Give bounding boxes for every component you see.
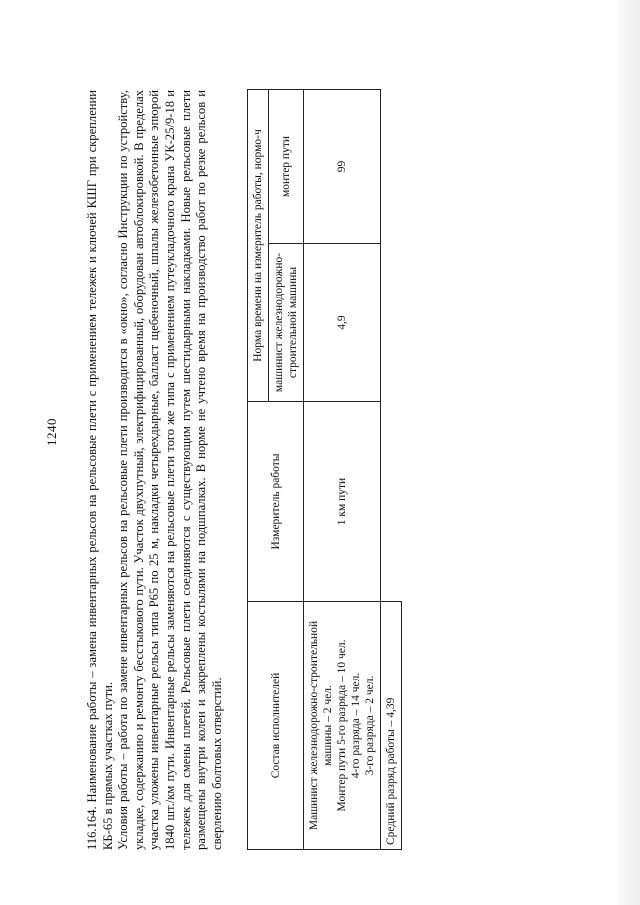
crew-line: машины – 2 чел.	[322, 685, 334, 766]
norm-table	[247, 89, 402, 850]
average-grade: Средний разряд работы – 4,39	[381, 602, 402, 850]
unit-cell: 1 км пути	[304, 402, 381, 602]
track-fitter-norm-cell: 99	[304, 90, 381, 244]
machinist-norm-cell: 4,9	[304, 244, 381, 402]
page-number: 1240	[44, 418, 59, 446]
crew-line: Монтер пути 5-го разряда – 10 чел.	[336, 639, 348, 812]
header-norm-group: Норма времени на измеритель работы, нормо-ч	[248, 90, 269, 402]
work-title: 116.164. Наименование работы – замена инвентарных рельсов на рельсовые плети с применением тележек и ключей КШГ при скреплении КБ-65 в прямых участках пути.	[85, 90, 115, 850]
blank-cell	[381, 90, 402, 602]
work-conditions: Условия работы – работа по замене инвентарных рельсов на рельсовые плети производится в «окно», согласно Инструкции по устройству, укладке, содержанию и ремонту бесстыкового пути. Участок двухпутный, электрифицированный, оборудован автоблокировкой. В пределах участка уложены инвентарные рельсы типа Р65 по 25 м, накладки четырехдырные, балласт щебеночный, шпалы железобетонные эпюрой 1840 шт./км пути. Инвентарные рельсы заменяются на рельсовые плети того же типа с применением путеукладочного крана УК-25/9-18 и тележек для смены плетей. Рельсовые плети соединяются с существующим путем шестидырными накладками. Новые рельсовые плети размещены внутри колеи и закреплены костылями на подшпалках. В норме не учтено время на производство работ по резке рельсов и сверлению болтовых отверстий.	[116, 90, 224, 850]
header-crew: Состав исполнителей	[248, 602, 304, 850]
table-row	[304, 90, 381, 850]
header-unit: Измеритель работы	[248, 402, 304, 602]
scan-edge	[618, 0, 640, 905]
crew-cell	[304, 602, 381, 850]
header-track-fitter: монтер пути	[269, 90, 304, 244]
crew-line: Машинист железнодорожно-строительной	[308, 620, 320, 831]
rotated-sheet	[85, 90, 397, 850]
table-header-row	[248, 90, 269, 850]
crew-line: 4-го разряда – 14 чел.	[350, 672, 362, 779]
header-machinist: машинист железнодорожно-строительной машины	[269, 244, 304, 402]
average-grade-row	[381, 90, 402, 850]
crew-line: 3-го разряда – 2 чел.	[364, 675, 376, 776]
